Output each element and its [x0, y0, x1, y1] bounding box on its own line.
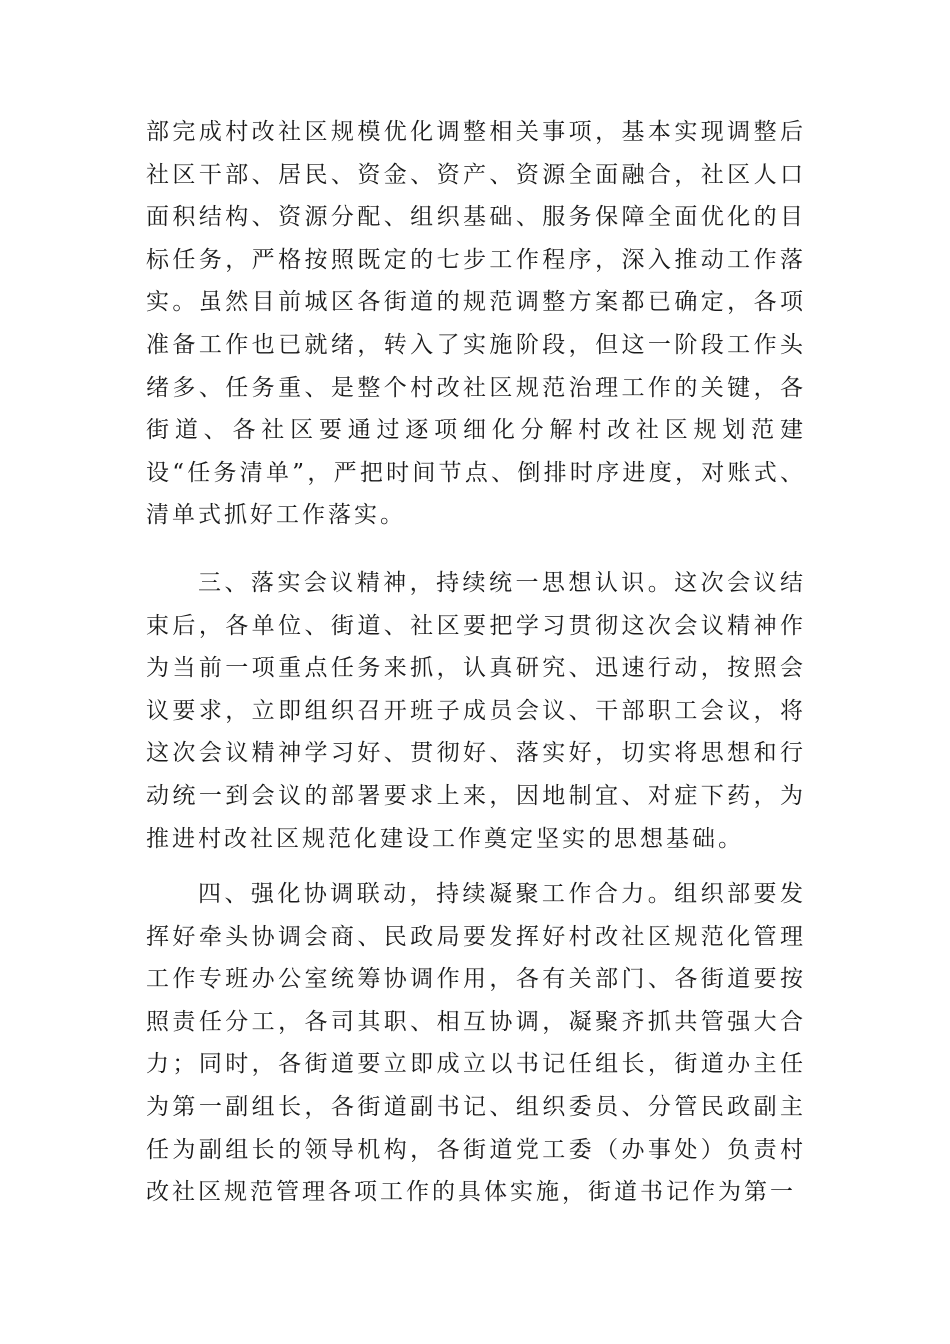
paragraph-continuation: 部完成村改社区规模优化调整相关事项，基本实现调整后社区干部、居民、资金、资产、资源全面融合，社区人口面积结构、资源分配、组织基础、服务保障全面优化的目标任务，严格按照既定的七步工作程序，深入推动工作落实。虽然目前城区各街道的规范调整方案都已确定，各项准备工作也已就绪，转入了实施阶段，但这一阶段工作头绪多、任务重、是整个村改社区规范治理工作的关键，各街道、各社区要通过逐项细化分解村改社区规划范建设“任务清单”，严把时间节点、倒排时序进度，对账式、清单式抓好工作落实。	[146, 119, 806, 529]
paragraph-section-three: 三、落实会议精神，持续统一思想认识。这次会议结束后，各单位、街道、社区要把学习贯彻这次会议精神作为当前一项重点任务来抓，认真研究、迅速行动，按照会议要求，立即组织召开班子成员会议、干部职工会议，将这次会议精神学习好、贯彻好、落实好，切实将思想和行动统一到会议的部署要求上来，因地制宜、对症下药，为推进村改社区规范化建设工作奠定坚实的思想基础。	[146, 570, 806, 852]
paragraph-section-four: 四、强化协调联动，持续凝聚工作合力。组织部要发挥好牵头协调会商、民政局要发挥好村改社区规范化管理工作专班办公室统筹协调作用，各有关部门、各街道要按照责任分工，各司其职、相互协调，凝聚齐抓共管强大合力；同时，各街道要立即成立以书记任组长，街道办主任为第一副组长，各街道副书记、组织委员、分管民政副主任为副组长的领导机构，各街道党工委（办事处）负责村改社区规范管理各项工作的具体实施，街道书记作为第一	[146, 881, 806, 1206]
